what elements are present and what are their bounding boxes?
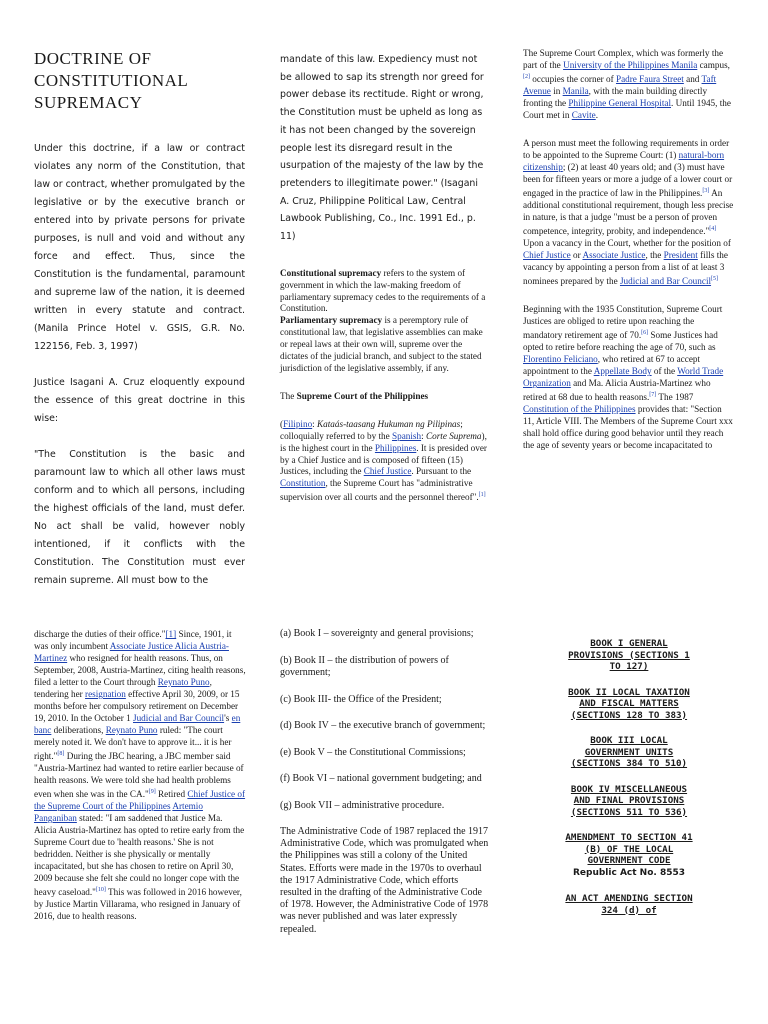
footnote-ref[interactable]: [1]	[478, 492, 486, 499]
link-pgh[interactable]: Philippine General Hospital	[568, 98, 671, 109]
doctrine-paragraph-2: Justice Isagani A. Cruz eloquently expound the essence of this great doctrine in this wise:	[34, 377, 245, 424]
link-constitution-ph[interactable]: Constitution of the Philippines	[523, 404, 636, 415]
column-court-complex	[523, 47, 735, 555]
book-link-2[interactable]	[560, 687, 698, 722]
footnote-ref[interactable]: [3]	[702, 188, 710, 195]
footnote-ref[interactable]: [6]	[641, 330, 649, 337]
text-fragment: . It is presided over by a Chief Justice and is composed of fifteen (15) Justices, including the	[280, 442, 487, 477]
text-fragment: Retired	[155, 789, 188, 800]
link-jbc[interactable]: Judicial and Bar Council	[619, 276, 712, 287]
link-associate-justice[interactable]: Associate Justice	[582, 250, 646, 261]
book-link-4-label[interactable]: BOOK IV MISCELLANEOUS AND FINAL PROVISIONS (SECTIONS 511 TO 536)	[570, 783, 688, 818]
ps-definition: is a peremptory rule of constitutional law, that legislative assemblies can make or repeal laws at their own will, supreme over the dictates of the judicial branch, and subject to the stated jurisdiction of the legislative assembly, if any.	[280, 315, 483, 373]
link-feliciano[interactable]: Florentino Feliciano	[523, 354, 598, 365]
admin-code-paragraph: The Administrative Code of 1987 replaced the 1917 Administrative Code, which was promulgated when the Philippines was still a colony of the United States. Efforts were made in the 1970s to overhaul the 1917 Administrative Code, which efforts resulted in the drafting of the Administrative Code of 1978. However, the Administrative Code of 1978 was never published and was later expressly repealed.	[280, 826, 489, 935]
link-constitution[interactable]: Constitution	[280, 478, 326, 489]
link-president[interactable]: President	[663, 250, 698, 261]
text-fragment: :	[312, 418, 318, 429]
link-chief-justice-2[interactable]: Chief Justice	[523, 250, 571, 261]
link-taft-avenue[interactable]: Taft Avenue	[523, 74, 717, 97]
text-fragment: A person must meet the following requirements in order to be appointed to the Supreme Court: (1)	[523, 138, 730, 161]
retirement-paragraph	[523, 303, 735, 451]
footnote-ref[interactable]: [4]	[709, 226, 717, 233]
text-fragment: . Until 1945, the Court met in	[523, 98, 731, 121]
column-supremacy	[280, 51, 490, 551]
book-list-item: (g) Book VII – administrative procedure.	[280, 799, 445, 811]
book-link-4[interactable]	[560, 784, 698, 819]
book-link-1-label[interactable]: BOOK I GENERAL PROVISIONS (SECTIONS 1 TO 127)	[568, 638, 690, 672]
link-austria-martinez[interactable]: Associate Justice Alicia Austria-Martinez	[34, 641, 229, 663]
column-resignations	[34, 628, 246, 1018]
link-spanish[interactable]: Spanish	[392, 430, 422, 441]
text-fragment: An additional constitutional requirement, though less precise in nature, is that a judge "must be a person of proven competence, integrity, probity, and independence."	[523, 188, 734, 237]
text-fragment: of the	[651, 366, 678, 377]
link-reynato-puno[interactable]: Reynato Puno	[157, 677, 210, 687]
text-fragment: This was followed in 2016 however, by Justice Martin Villarama, who resigned in January of 2016, due to health reasons.	[34, 887, 242, 922]
act-amending-label[interactable]: AN ACT AMENDING SECTION 324 (d) of	[565, 893, 693, 916]
text-fragment: Beginning with the 1935 Constitution, Supreme Court Justices are obliged to retire upon reaching the mandatory retirement age of 70.	[523, 304, 723, 341]
sc-heading-title: Supreme Court of the Philippines	[296, 390, 429, 401]
text-fragment: Since, 1901, it was only incumbent	[34, 629, 232, 651]
text-fragment: Corte Suprema	[425, 430, 482, 441]
text-fragment: Kataás-taasang Hukuman ng Pilipinas	[317, 418, 461, 429]
book-link-3[interactable]	[560, 735, 698, 770]
requirements-paragraph	[523, 137, 735, 287]
ps-term: Parliamentary supremacy	[280, 315, 383, 326]
link-panganiban[interactable]: Artemio Panganiban	[34, 801, 203, 824]
text-fragment: discharge the duties of their office."	[34, 629, 166, 639]
book-link-1[interactable]	[560, 638, 698, 673]
text-fragment: provides that: "Section 11, Article VIII. The Members of the Supreme Court xxx shall hold office during good behavior until they reach the age of seventy years or become incapacitated to	[523, 404, 733, 451]
resignations-paragraph	[34, 628, 246, 922]
court-complex-paragraph	[523, 47, 735, 121]
text-fragment: The 1987	[656, 392, 694, 403]
text-fragment: Some Justices had opted to retire before reaching the age of 70, such as	[523, 330, 718, 353]
link-chief-justice[interactable]: Chief Justice	[363, 466, 412, 477]
cs-term: Constitutional supremacy	[280, 267, 382, 278]
footnote-ref[interactable]: [2]	[523, 74, 530, 80]
supremacy-definitions	[280, 268, 490, 375]
act-amending-link[interactable]	[560, 893, 698, 916]
doctrine-paragraph-1: Under this doctrine, if a law or contract violates any norm of the Constitution, that law or contract, whether promulgated by the legislative or by the executive branch or entered into by private persons for private purposes, is null and void and without any force and effect. Thus, since the Constitution is the fundamental, paramount and supreme law of the nation, it is deemed written in every statute and contract. (Manila Prince Hotel v. GSIS, G.R. No. 122156, Feb. 3, 1997)	[34, 143, 246, 352]
text-fragment: , the	[645, 250, 664, 261]
link-filipino[interactable]: Filipino	[283, 418, 313, 429]
link-cavite[interactable]: Cavite	[571, 110, 596, 121]
link-manila[interactable]: Manila	[562, 86, 589, 97]
text-fragment: deliberations,	[51, 725, 106, 735]
text-fragment: ), is the highest court in the	[280, 430, 487, 453]
link-natural-born[interactable]: natural-born citizenship	[523, 150, 725, 173]
text-fragment: , tendering her	[34, 677, 212, 699]
sc-description: (Filipino: Kataás-taasang Hukuman ng Pilipinas; colloquially referred to by the Spanish: Corte Suprema), is the highest court in the Philippines. It is presided over by a Chief Justice and is composed of fifteen (15) Justices, including the Chief Justice. Pursuant to the Constitution, the Supreme Court has "administrative supervision over all courts and the personnel thereof".[1]	[280, 418, 487, 503]
link-resignation[interactable]: resignation	[85, 689, 126, 699]
text-fragment: campus,	[697, 60, 730, 70]
link-reynato-puno-2[interactable]: Reynato Puno	[105, 725, 158, 735]
text-fragment: . Pursuant to the	[411, 466, 472, 477]
link-chief-justice-sc[interactable]: Chief Justice of the Supreme Court of the Philippines	[34, 789, 246, 812]
sc-heading-prefix: The	[280, 390, 297, 401]
footnote-link-1[interactable]: [1]	[165, 629, 177, 639]
text-fragment: who resigned for health reasons. Thus, on September, 2008, Austria-Martinez, citing health reasons, filed a letter to the Court through	[34, 653, 246, 687]
link-appellate-body[interactable]: Appellate Body	[593, 366, 652, 377]
link-up-manila[interactable]: University of the Philippines Manila	[563, 60, 698, 70]
footnote-ref[interactable]: [7]	[649, 392, 657, 399]
footnote-ref[interactable]: [5]	[711, 276, 719, 283]
text-fragment: .	[595, 110, 599, 121]
text-fragment: :	[421, 430, 426, 441]
book-list-item: (e) Book V – the Constitutional Commissions;	[280, 746, 466, 758]
text-fragment: fills the vacancy by appointing a person from a list of at least 3 nominees prepared by the	[523, 250, 728, 287]
quote-continuation: mandate of this law. Expediency must not be allowed to sap its strength nor greed for power debase its rectitude. Right or wrong, the Constitution must be upheld as long as it has not been changed by the sovereign people lest its disregard result in the usurpation of the majesty of the law by the pretenders to illegitimate power." (Isagani A. Cruz, Philippine Political Law, Central Lawbook Publishing, Co., Inc. 1991 Ed., p. 11)	[280, 54, 484, 243]
text-fragment: ; (2) at least 40 years old; and (3) must have been for fifteen years or more a judge of a lower court or engaged in the practice of law in the Philippines.	[523, 162, 733, 199]
column-admin-code	[280, 628, 492, 1020]
column-lgc-books	[560, 638, 698, 1024]
text-fragment: occupies the corner of	[530, 74, 616, 85]
book-list-item: (f) Book VI – national government budgeting; and	[280, 773, 482, 784]
link-wto[interactable]: World Trade Organization	[523, 366, 724, 389]
link-jbc-2[interactable]: Judicial and Bar Council	[133, 713, 225, 723]
link-en-banc[interactable]: en banc	[34, 713, 241, 735]
amendment-link[interactable]	[560, 832, 698, 879]
text-fragment: or	[570, 250, 583, 261]
book-list-item: (d) Book IV – the executive branch of government;	[280, 720, 486, 731]
text-fragment: , the Supreme Court has "administrative supervision over all courts and the personnel thereof".	[280, 478, 479, 503]
book-link-3-label[interactable]: BOOK III LOCAL GOVERNMENT UNITS (SECTIONS 384 TO 510)	[570, 735, 688, 769]
text-fragment: The Supreme Court Complex, which was formerly the part of the	[523, 48, 724, 70]
book-list-item: (a) Book I – sovereignty and general provisions;	[280, 628, 474, 639]
footnote-ref[interactable]: [10]	[95, 887, 106, 894]
column-doctrine	[34, 48, 246, 586]
footnote-ref[interactable]: [8]	[57, 751, 65, 757]
text-fragment: ruled: "The court merely noted it. We don't have to approve it... it is her right."	[34, 725, 232, 762]
book-list-item: (b) Book II – the distribution of powers of government;	[280, 654, 449, 678]
text-fragment: , who retired at 67 to accept appointment to the	[523, 354, 701, 377]
text-fragment: in	[550, 86, 563, 97]
sc-heading	[280, 391, 490, 403]
book-list-item: (c) Book III- the Office of the President;	[280, 693, 442, 705]
book-link-2-label[interactable]: BOOK II LOCAL TAXATION AND FISCAL MATTERS (SECTIONS 128 TO 383)	[568, 686, 690, 721]
doctrine-quote: "The Constitution is the basic and paramount law to which all other laws must conform and to which all persons, including the highest officials of the land, must defer. No act shall be valid, however nobly intentioned, if it conflicts with the Constitution. The Constitution must ever remain supreme. All must bow to the	[34, 449, 245, 586]
footnote-ref[interactable]: [9]	[148, 789, 156, 796]
text-fragment: stated: "I am saddened that Justice Ma. Alicia Austria-Martinez has opted to retire early from the Supreme Court due to 'health reasons.' She is not bedridden. Neither is she physically or mentally incapacitated, but she has chosen to retire on April 30, 2009 because she felt she could no longer cope with the heavy caseload."	[34, 813, 245, 898]
link-padre-faura[interactable]: Padre Faura Street	[615, 74, 684, 85]
text-fragment: Upon a vacancy in the Court, whether for the position of	[523, 238, 731, 249]
text-fragment: and	[683, 74, 702, 85]
republic-act-label: Republic Act No. 8553	[572, 867, 686, 878]
doctrine-title: DOCTRINE OF CONSTITUTIONAL SUPREMACY	[34, 49, 188, 112]
text-fragment: ; colloquially referred to by the	[280, 418, 463, 441]
text-fragment: , with the main building directly fronting the	[523, 86, 708, 109]
text-fragment: During the JBC hearing, a JBC member said "Austria-Martinez had wanted to retire earlier because of health reasons. We were told she had health problems even when she was in the CA."	[34, 751, 244, 800]
text-fragment: effective April 30, 2009, or 15 months before her compulsory retirement on December 19, 2010. In the October 1	[34, 689, 240, 723]
link-philippines[interactable]: Philippines	[374, 442, 417, 453]
text-fragment: 's	[224, 713, 232, 723]
cs-definition: refers to the system of government in which the law-making freedom of parliamentary supremacy cedes to the requirements of a Constitution.	[280, 267, 486, 314]
text-fragment: and Ma. Alicia Austria-Martinez who retired at 68 due to health reasons.	[523, 378, 711, 403]
amendment-link-label[interactable]: AMENDMENT TO SECTION 41 (B) OF THE LOCAL GOVERNMENT CODE	[565, 832, 693, 866]
